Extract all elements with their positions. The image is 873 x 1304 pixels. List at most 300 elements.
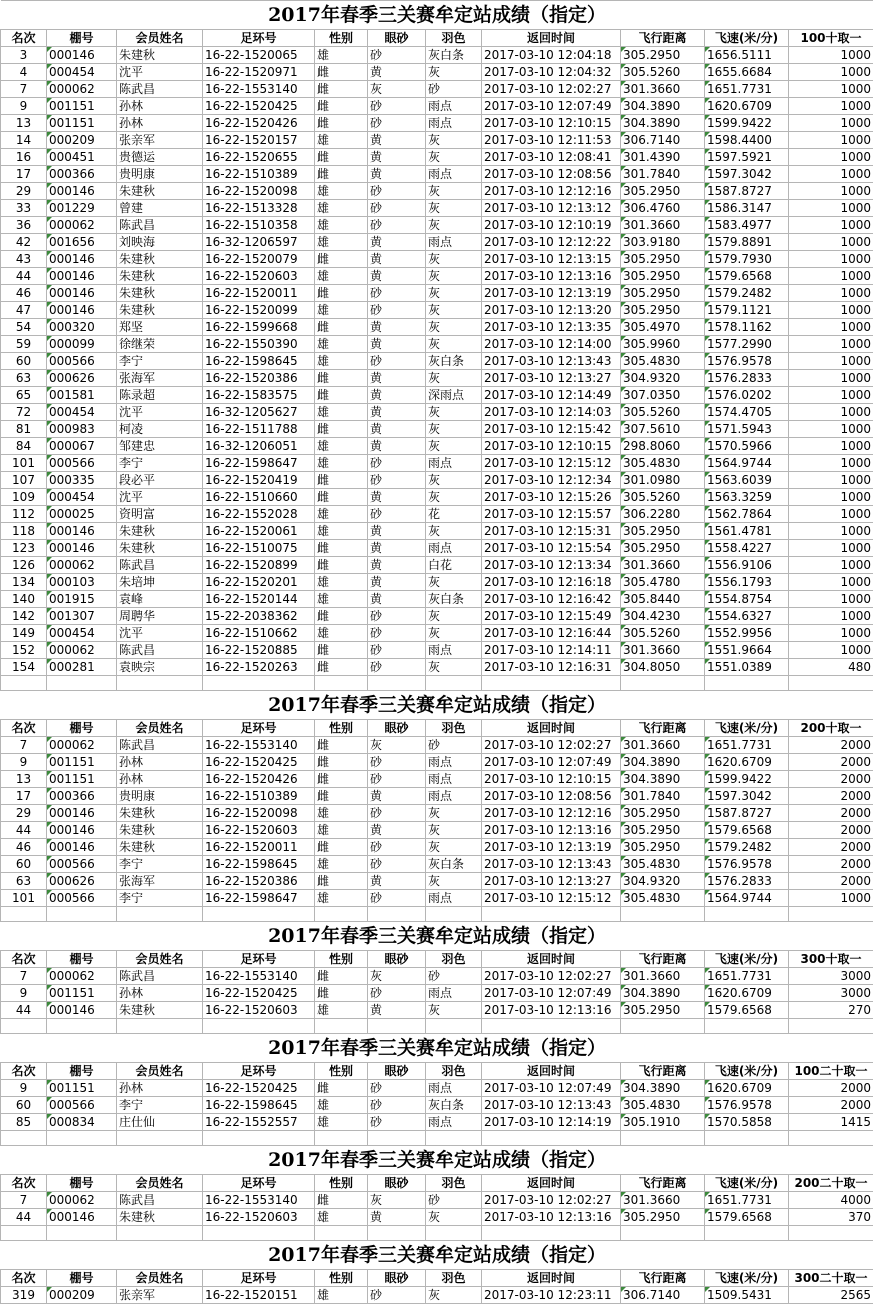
table-cell[interactable]: 001151 <box>47 754 117 771</box>
table-cell[interactable]: 砂 <box>368 47 426 64</box>
table-cell[interactable]: 1587.8727 <box>705 183 789 200</box>
table-cell[interactable]: 16-22-1520419 <box>203 472 315 489</box>
table-cell[interactable]: 雨点 <box>426 455 482 472</box>
table-cell[interactable]: 7 <box>1 81 47 98</box>
table-cell[interactable]: 1562.7864 <box>705 506 789 523</box>
table-cell[interactable]: 黄 <box>368 574 426 591</box>
table-cell[interactable]: 1579.1121 <box>705 302 789 319</box>
table-cell[interactable]: 砂 <box>368 608 426 625</box>
table-cell[interactable]: 305.2950 <box>621 540 705 557</box>
table-cell[interactable]: 14 <box>1 132 47 149</box>
table-cell[interactable]: 1000 <box>789 251 873 268</box>
table-cell[interactable]: 1579.6568 <box>705 268 789 285</box>
table-cell[interactable]: 1552.9956 <box>705 625 789 642</box>
table-cell[interactable]: 郑坚 <box>117 319 203 336</box>
table-cell[interactable]: 1597.5921 <box>705 149 789 166</box>
table-cell[interactable]: 304.3890 <box>621 771 705 788</box>
table-cell[interactable]: 贵明康 <box>117 166 203 183</box>
table-cell[interactable]: 灰 <box>426 268 482 285</box>
empty-cell[interactable] <box>789 676 873 691</box>
table-cell[interactable]: 2000 <box>789 788 873 805</box>
table-cell[interactable]: 朱建秋 <box>117 523 203 540</box>
table-cell[interactable]: 63 <box>1 370 47 387</box>
table-cell[interactable]: 36 <box>1 217 47 234</box>
table-cell[interactable]: 雨点 <box>426 166 482 183</box>
table-cell[interactable]: 134 <box>1 574 47 591</box>
table-cell[interactable]: 16-22-1598645 <box>203 856 315 873</box>
table-cell[interactable]: 雄 <box>315 455 368 472</box>
table-cell[interactable]: 2017-03-10 12:14:03 <box>482 404 621 421</box>
table-cell[interactable]: 1655.6684 <box>705 64 789 81</box>
table-cell[interactable]: 雨点 <box>426 98 482 115</box>
table-cell[interactable]: 1556.9106 <box>705 557 789 574</box>
table-cell[interactable]: 1574.4705 <box>705 404 789 421</box>
table-cell[interactable]: 306.7140 <box>621 132 705 149</box>
table-cell[interactable]: 9 <box>1 1080 47 1097</box>
table-cell[interactable]: 301.3660 <box>621 557 705 574</box>
empty-cell[interactable] <box>705 1226 789 1241</box>
table-cell[interactable]: 1000 <box>789 319 873 336</box>
table-cell[interactable]: 305.2950 <box>621 1002 705 1019</box>
table-cell[interactable]: 砂 <box>368 754 426 771</box>
table-cell[interactable]: 16-22-1520099 <box>203 302 315 319</box>
table-cell[interactable]: 陈武昌 <box>117 1192 203 1209</box>
empty-cell[interactable] <box>47 907 117 922</box>
table-cell[interactable]: 灰 <box>426 523 482 540</box>
table-cell[interactable]: 砂 <box>368 771 426 788</box>
table-cell[interactable]: 2017-03-10 12:12:22 <box>482 234 621 251</box>
table-cell[interactable]: 黄 <box>368 149 426 166</box>
table-cell[interactable]: 305.2950 <box>621 805 705 822</box>
table-cell[interactable]: 灰 <box>368 81 426 98</box>
table-cell[interactable]: 黄 <box>368 540 426 557</box>
table-cell[interactable]: 灰 <box>426 404 482 421</box>
table-cell[interactable]: 16-22-1520386 <box>203 370 315 387</box>
table-cell[interactable]: 44 <box>1 268 47 285</box>
table-cell[interactable]: 2000 <box>789 754 873 771</box>
table-cell[interactable]: 灰 <box>426 64 482 81</box>
table-cell[interactable]: 46 <box>1 839 47 856</box>
table-cell[interactable]: 44 <box>1 1209 47 1226</box>
table-cell[interactable]: 雨点 <box>426 890 482 907</box>
table-cell[interactable]: 000146 <box>47 285 117 302</box>
table-cell[interactable]: 000983 <box>47 421 117 438</box>
table-cell[interactable]: 灰 <box>368 1192 426 1209</box>
table-cell[interactable]: 1000 <box>789 47 873 64</box>
empty-cell[interactable] <box>117 676 203 691</box>
table-cell[interactable]: 301.7840 <box>621 788 705 805</box>
table-cell[interactable]: 16-22-1520386 <box>203 873 315 890</box>
table-cell[interactable]: 306.2280 <box>621 506 705 523</box>
table-cell[interactable]: 000834 <box>47 1114 117 1131</box>
table-cell[interactable]: 1000 <box>789 132 873 149</box>
table-cell[interactable]: 2017-03-10 12:16:42 <box>482 591 621 608</box>
empty-cell[interactable] <box>1 907 47 922</box>
table-cell[interactable]: 黄 <box>368 251 426 268</box>
table-cell[interactable]: 灰 <box>426 438 482 455</box>
table-cell[interactable]: 000626 <box>47 873 117 890</box>
table-cell[interactable]: 袁映宗 <box>117 659 203 676</box>
table-cell[interactable]: 7 <box>1 1192 47 1209</box>
table-cell[interactable]: 000281 <box>47 659 117 676</box>
table-cell[interactable]: 黄 <box>368 1002 426 1019</box>
table-cell[interactable]: 朱建秋 <box>117 268 203 285</box>
table-cell[interactable]: 7 <box>1 737 47 754</box>
table-cell[interactable]: 段必平 <box>117 472 203 489</box>
table-cell[interactable]: 9 <box>1 754 47 771</box>
table-cell[interactable]: 16-22-1520011 <box>203 839 315 856</box>
table-cell[interactable]: 黄 <box>368 1209 426 1226</box>
empty-cell[interactable] <box>705 1131 789 1146</box>
table-cell[interactable]: 黄 <box>368 438 426 455</box>
table-cell[interactable]: 000566 <box>47 455 117 472</box>
table-cell[interactable]: 2017-03-10 12:13:27 <box>482 370 621 387</box>
table-cell[interactable]: 1570.5966 <box>705 438 789 455</box>
table-cell[interactable]: 雄 <box>315 353 368 370</box>
table-cell[interactable]: 雄 <box>315 336 368 353</box>
table-cell[interactable]: 黄 <box>368 370 426 387</box>
table-cell[interactable]: 灰 <box>426 217 482 234</box>
table-cell[interactable]: 朱建秋 <box>117 1002 203 1019</box>
empty-cell[interactable] <box>426 676 482 691</box>
table-cell[interactable]: 301.3660 <box>621 1192 705 1209</box>
table-cell[interactable]: 2017-03-10 12:15:12 <box>482 890 621 907</box>
table-cell[interactable]: 15-22-2038362 <box>203 608 315 625</box>
table-cell[interactable]: 109 <box>1 489 47 506</box>
empty-cell[interactable] <box>315 1019 368 1034</box>
table-cell[interactable]: 朱建秋 <box>117 540 203 557</box>
table-cell[interactable]: 陈录超 <box>117 387 203 404</box>
empty-cell[interactable] <box>368 1131 426 1146</box>
table-cell[interactable]: 李宁 <box>117 455 203 472</box>
table-cell[interactable]: 270 <box>789 1002 873 1019</box>
table-cell[interactable]: 张海军 <box>117 873 203 890</box>
empty-cell[interactable] <box>789 1019 873 1034</box>
table-cell[interactable]: 44 <box>1 1002 47 1019</box>
table-cell[interactable]: 雌 <box>315 659 368 676</box>
table-cell[interactable]: 2017-03-10 12:15:42 <box>482 421 621 438</box>
table-cell[interactable]: 2017-03-10 12:15:57 <box>482 506 621 523</box>
table-cell[interactable]: 刘映海 <box>117 234 203 251</box>
table-cell[interactable]: 1000 <box>789 200 873 217</box>
table-cell[interactable]: 16-22-1598645 <box>203 1097 315 1114</box>
table-cell[interactable]: 黄 <box>368 268 426 285</box>
table-cell[interactable]: 3000 <box>789 985 873 1002</box>
table-cell[interactable]: 16-22-1598647 <box>203 455 315 472</box>
table-cell[interactable]: 李宁 <box>117 890 203 907</box>
table-cell[interactable]: 黄 <box>368 873 426 890</box>
table-cell[interactable]: 雄 <box>315 890 368 907</box>
table-cell[interactable]: 54 <box>1 319 47 336</box>
empty-cell[interactable] <box>482 1131 621 1146</box>
table-cell[interactable]: 陈武昌 <box>117 557 203 574</box>
table-cell[interactable]: 306.4760 <box>621 200 705 217</box>
table-cell[interactable]: 雄 <box>315 200 368 217</box>
table-cell[interactable]: 雌 <box>315 771 368 788</box>
empty-cell[interactable] <box>1 1226 47 1241</box>
table-cell[interactable]: 孙林 <box>117 985 203 1002</box>
table-cell[interactable]: 001151 <box>47 98 117 115</box>
table-cell[interactable]: 雌 <box>315 873 368 890</box>
table-cell[interactable]: 1583.4977 <box>705 217 789 234</box>
table-cell[interactable]: 雌 <box>315 1192 368 1209</box>
table-cell[interactable]: 304.3890 <box>621 754 705 771</box>
empty-cell[interactable] <box>705 1019 789 1034</box>
table-cell[interactable]: 16-22-1598647 <box>203 890 315 907</box>
table-cell[interactable]: 1000 <box>789 64 873 81</box>
table-cell[interactable]: 沈平 <box>117 489 203 506</box>
table-cell[interactable]: 1509.5431 <box>705 1287 789 1304</box>
table-cell[interactable]: 1579.6568 <box>705 1209 789 1226</box>
table-cell[interactable]: 118 <box>1 523 47 540</box>
table-cell[interactable]: 黄 <box>368 234 426 251</box>
table-cell[interactable]: 43 <box>1 251 47 268</box>
empty-cell[interactable] <box>621 1019 705 1034</box>
table-cell[interactable]: 16-22-1520885 <box>203 642 315 659</box>
table-cell[interactable]: 黄 <box>368 319 426 336</box>
table-cell[interactable]: 001307 <box>47 608 117 625</box>
table-cell[interactable]: 000103 <box>47 574 117 591</box>
table-cell[interactable]: 2017-03-10 12:15:49 <box>482 608 621 625</box>
table-cell[interactable]: 001581 <box>47 387 117 404</box>
table-cell[interactable]: 305.4780 <box>621 574 705 591</box>
table-cell[interactable]: 庄仕仙 <box>117 1114 203 1131</box>
table-cell[interactable]: 灰 <box>426 659 482 676</box>
table-cell[interactable]: 花 <box>426 506 482 523</box>
table-cell[interactable]: 1620.6709 <box>705 754 789 771</box>
table-cell[interactable]: 1000 <box>789 438 873 455</box>
table-cell[interactable]: 16-22-1510075 <box>203 540 315 557</box>
table-cell[interactable]: 305.2950 <box>621 822 705 839</box>
table-cell[interactable]: 000146 <box>47 805 117 822</box>
table-cell[interactable]: 1000 <box>789 149 873 166</box>
table-cell[interactable]: 001151 <box>47 985 117 1002</box>
empty-cell[interactable] <box>47 1226 117 1241</box>
table-cell[interactable]: 1000 <box>789 489 873 506</box>
table-cell[interactable]: 2017-03-10 12:07:49 <box>482 754 621 771</box>
table-cell[interactable]: 砂 <box>368 1097 426 1114</box>
table-cell[interactable]: 305.4830 <box>621 890 705 907</box>
table-cell[interactable]: 雌 <box>315 737 368 754</box>
table-cell[interactable]: 16-22-1520201 <box>203 574 315 591</box>
table-cell[interactable]: 1598.4400 <box>705 132 789 149</box>
table-cell[interactable]: 砂 <box>368 183 426 200</box>
table-cell[interactable]: 298.8060 <box>621 438 705 455</box>
table-cell[interactable]: 59 <box>1 336 47 353</box>
table-cell[interactable]: 1599.9422 <box>705 771 789 788</box>
table-cell[interactable]: 雄 <box>315 523 368 540</box>
table-cell[interactable]: 1415 <box>789 1114 873 1131</box>
table-cell[interactable]: 雌 <box>315 839 368 856</box>
table-cell[interactable]: 砂 <box>368 856 426 873</box>
empty-cell[interactable] <box>426 907 482 922</box>
table-cell[interactable]: 雌 <box>315 421 368 438</box>
table-cell[interactable]: 1563.6039 <box>705 472 789 489</box>
table-cell[interactable]: 2017-03-10 12:15:12 <box>482 455 621 472</box>
table-cell[interactable]: 雌 <box>315 285 368 302</box>
table-cell[interactable]: 雄 <box>315 856 368 873</box>
table-cell[interactable]: 1556.1793 <box>705 574 789 591</box>
table-cell[interactable]: 304.9320 <box>621 873 705 890</box>
table-cell[interactable]: 305.5260 <box>621 625 705 642</box>
table-cell[interactable]: 16-22-1520011 <box>203 285 315 302</box>
empty-cell[interactable] <box>621 676 705 691</box>
table-cell[interactable]: 16-22-1510662 <box>203 625 315 642</box>
table-cell[interactable]: 砂 <box>368 805 426 822</box>
table-cell[interactable]: 2017-03-10 12:13:34 <box>482 557 621 574</box>
table-cell[interactable]: 16-22-1552557 <box>203 1114 315 1131</box>
table-cell[interactable]: 1000 <box>789 421 873 438</box>
table-cell[interactable]: 000146 <box>47 183 117 200</box>
empty-cell[interactable] <box>1 1131 47 1146</box>
table-cell[interactable]: 贵德运 <box>117 149 203 166</box>
table-cell[interactable]: 雄 <box>315 234 368 251</box>
table-cell[interactable]: 65 <box>1 387 47 404</box>
table-cell[interactable]: 灰 <box>426 1002 482 1019</box>
table-cell[interactable]: 雄 <box>315 625 368 642</box>
table-cell[interactable]: 16-22-1520098 <box>203 183 315 200</box>
table-cell[interactable]: 砂 <box>368 302 426 319</box>
table-cell[interactable]: 雨点 <box>426 985 482 1002</box>
table-cell[interactable]: 1599.9422 <box>705 115 789 132</box>
table-cell[interactable]: 305.8440 <box>621 591 705 608</box>
table-cell[interactable]: 85 <box>1 1114 47 1131</box>
table-cell[interactable]: 雄 <box>315 132 368 149</box>
table-cell[interactable]: 107 <box>1 472 47 489</box>
table-cell[interactable]: 柯凌 <box>117 421 203 438</box>
table-cell[interactable]: 319 <box>1 1287 47 1304</box>
table-cell[interactable]: 砂 <box>368 625 426 642</box>
empty-cell[interactable] <box>426 1226 482 1241</box>
table-cell[interactable]: 60 <box>1 353 47 370</box>
table-cell[interactable]: 2017-03-10 12:04:18 <box>482 47 621 64</box>
table-cell[interactable]: 2017-03-10 12:10:15 <box>482 438 621 455</box>
empty-cell[interactable] <box>203 1019 315 1034</box>
table-cell[interactable]: 2000 <box>789 737 873 754</box>
table-cell[interactable]: 112 <box>1 506 47 523</box>
table-cell[interactable]: 13 <box>1 115 47 132</box>
empty-cell[interactable] <box>482 676 621 691</box>
table-cell[interactable]: 灰白条 <box>426 47 482 64</box>
table-cell[interactable]: 16-22-1510389 <box>203 788 315 805</box>
empty-cell[interactable] <box>368 1019 426 1034</box>
table-cell[interactable]: 灰 <box>426 370 482 387</box>
table-cell[interactable]: 16-22-1520098 <box>203 805 315 822</box>
table-cell[interactable]: 砂 <box>426 968 482 985</box>
table-cell[interactable]: 2000 <box>789 856 873 873</box>
table-cell[interactable]: 雨点 <box>426 642 482 659</box>
table-cell[interactable]: 雄 <box>315 404 368 421</box>
table-cell[interactable]: 16-32-1206051 <box>203 438 315 455</box>
table-cell[interactable]: 灰 <box>426 1287 482 1304</box>
table-cell[interactable]: 1587.8727 <box>705 805 789 822</box>
table-cell[interactable]: 000454 <box>47 489 117 506</box>
table-cell[interactable]: 000209 <box>47 132 117 149</box>
table-cell[interactable]: 砂 <box>368 115 426 132</box>
table-cell[interactable]: 1564.9744 <box>705 455 789 472</box>
table-cell[interactable]: 1579.8891 <box>705 234 789 251</box>
table-cell[interactable]: 雄 <box>315 268 368 285</box>
table-cell[interactable]: 2017-03-10 12:14:00 <box>482 336 621 353</box>
table-cell[interactable]: 孙林 <box>117 98 203 115</box>
table-cell[interactable]: 雨点 <box>426 754 482 771</box>
table-cell[interactable]: 000146 <box>47 1209 117 1226</box>
table-cell[interactable]: 4 <box>1 64 47 81</box>
table-cell[interactable]: 孙林 <box>117 115 203 132</box>
table-cell[interactable]: 44 <box>1 822 47 839</box>
table-cell[interactable]: 16-32-1205627 <box>203 404 315 421</box>
table-cell[interactable]: 000366 <box>47 166 117 183</box>
table-cell[interactable]: 2017-03-10 12:07:49 <box>482 98 621 115</box>
table-cell[interactable]: 000626 <box>47 370 117 387</box>
table-cell[interactable]: 305.2950 <box>621 285 705 302</box>
table-cell[interactable]: 张海军 <box>117 370 203 387</box>
table-cell[interactable]: 2017-03-10 12:15:26 <box>482 489 621 506</box>
table-cell[interactable]: 1651.7731 <box>705 81 789 98</box>
table-cell[interactable]: 灰 <box>426 472 482 489</box>
table-cell[interactable]: 305.5260 <box>621 404 705 421</box>
table-cell[interactable]: 砂 <box>368 506 426 523</box>
empty-cell[interactable] <box>1 1019 47 1034</box>
table-cell[interactable]: 沈平 <box>117 64 203 81</box>
table-cell[interactable]: 贵明康 <box>117 788 203 805</box>
table-cell[interactable]: 4000 <box>789 1192 873 1209</box>
table-cell[interactable]: 305.2950 <box>621 47 705 64</box>
table-cell[interactable]: 000454 <box>47 64 117 81</box>
table-cell[interactable]: 1570.5858 <box>705 1114 789 1131</box>
table-cell[interactable]: 雌 <box>315 472 368 489</box>
table-cell[interactable]: 1000 <box>789 353 873 370</box>
empty-cell[interactable] <box>117 1131 203 1146</box>
table-cell[interactable]: 雨点 <box>426 540 482 557</box>
table-cell[interactable]: 304.3890 <box>621 1080 705 1097</box>
table-cell[interactable]: 砂 <box>368 353 426 370</box>
table-cell[interactable]: 305.2950 <box>621 302 705 319</box>
table-cell[interactable]: 33 <box>1 200 47 217</box>
table-cell[interactable]: 灰 <box>426 805 482 822</box>
table-cell[interactable]: 灰白条 <box>426 353 482 370</box>
table-cell[interactable]: 灰白条 <box>426 856 482 873</box>
table-cell[interactable]: 雌 <box>315 115 368 132</box>
table-cell[interactable]: 305.2950 <box>621 268 705 285</box>
table-cell[interactable]: 雌 <box>315 540 368 557</box>
table-cell[interactable]: 000146 <box>47 47 117 64</box>
table-cell[interactable]: 砂 <box>368 1287 426 1304</box>
table-cell[interactable]: 灰 <box>426 319 482 336</box>
table-cell[interactable]: 16-32-1206597 <box>203 234 315 251</box>
empty-cell[interactable] <box>426 1131 482 1146</box>
table-cell[interactable]: 142 <box>1 608 47 625</box>
table-cell[interactable]: 305.2950 <box>621 839 705 856</box>
table-cell[interactable]: 16-22-1520603 <box>203 822 315 839</box>
table-cell[interactable]: 16-22-1511788 <box>203 421 315 438</box>
table-cell[interactable]: 2017-03-10 12:08:41 <box>482 149 621 166</box>
table-cell[interactable]: 雄 <box>315 591 368 608</box>
table-cell[interactable]: 陈武昌 <box>117 81 203 98</box>
table-cell[interactable]: 9 <box>1 985 47 1002</box>
table-cell[interactable]: 雌 <box>315 968 368 985</box>
table-cell[interactable]: 雨点 <box>426 1080 482 1097</box>
table-cell[interactable]: 砂 <box>426 737 482 754</box>
empty-cell[interactable] <box>1 676 47 691</box>
empty-cell[interactable] <box>621 907 705 922</box>
table-cell[interactable]: 雄 <box>315 183 368 200</box>
table-cell[interactable]: 雄 <box>315 1002 368 1019</box>
table-cell[interactable]: 16-22-1520426 <box>203 115 315 132</box>
table-cell[interactable]: 雄 <box>315 1209 368 1226</box>
table-cell[interactable]: 1000 <box>789 234 873 251</box>
table-cell[interactable]: 孙林 <box>117 754 203 771</box>
